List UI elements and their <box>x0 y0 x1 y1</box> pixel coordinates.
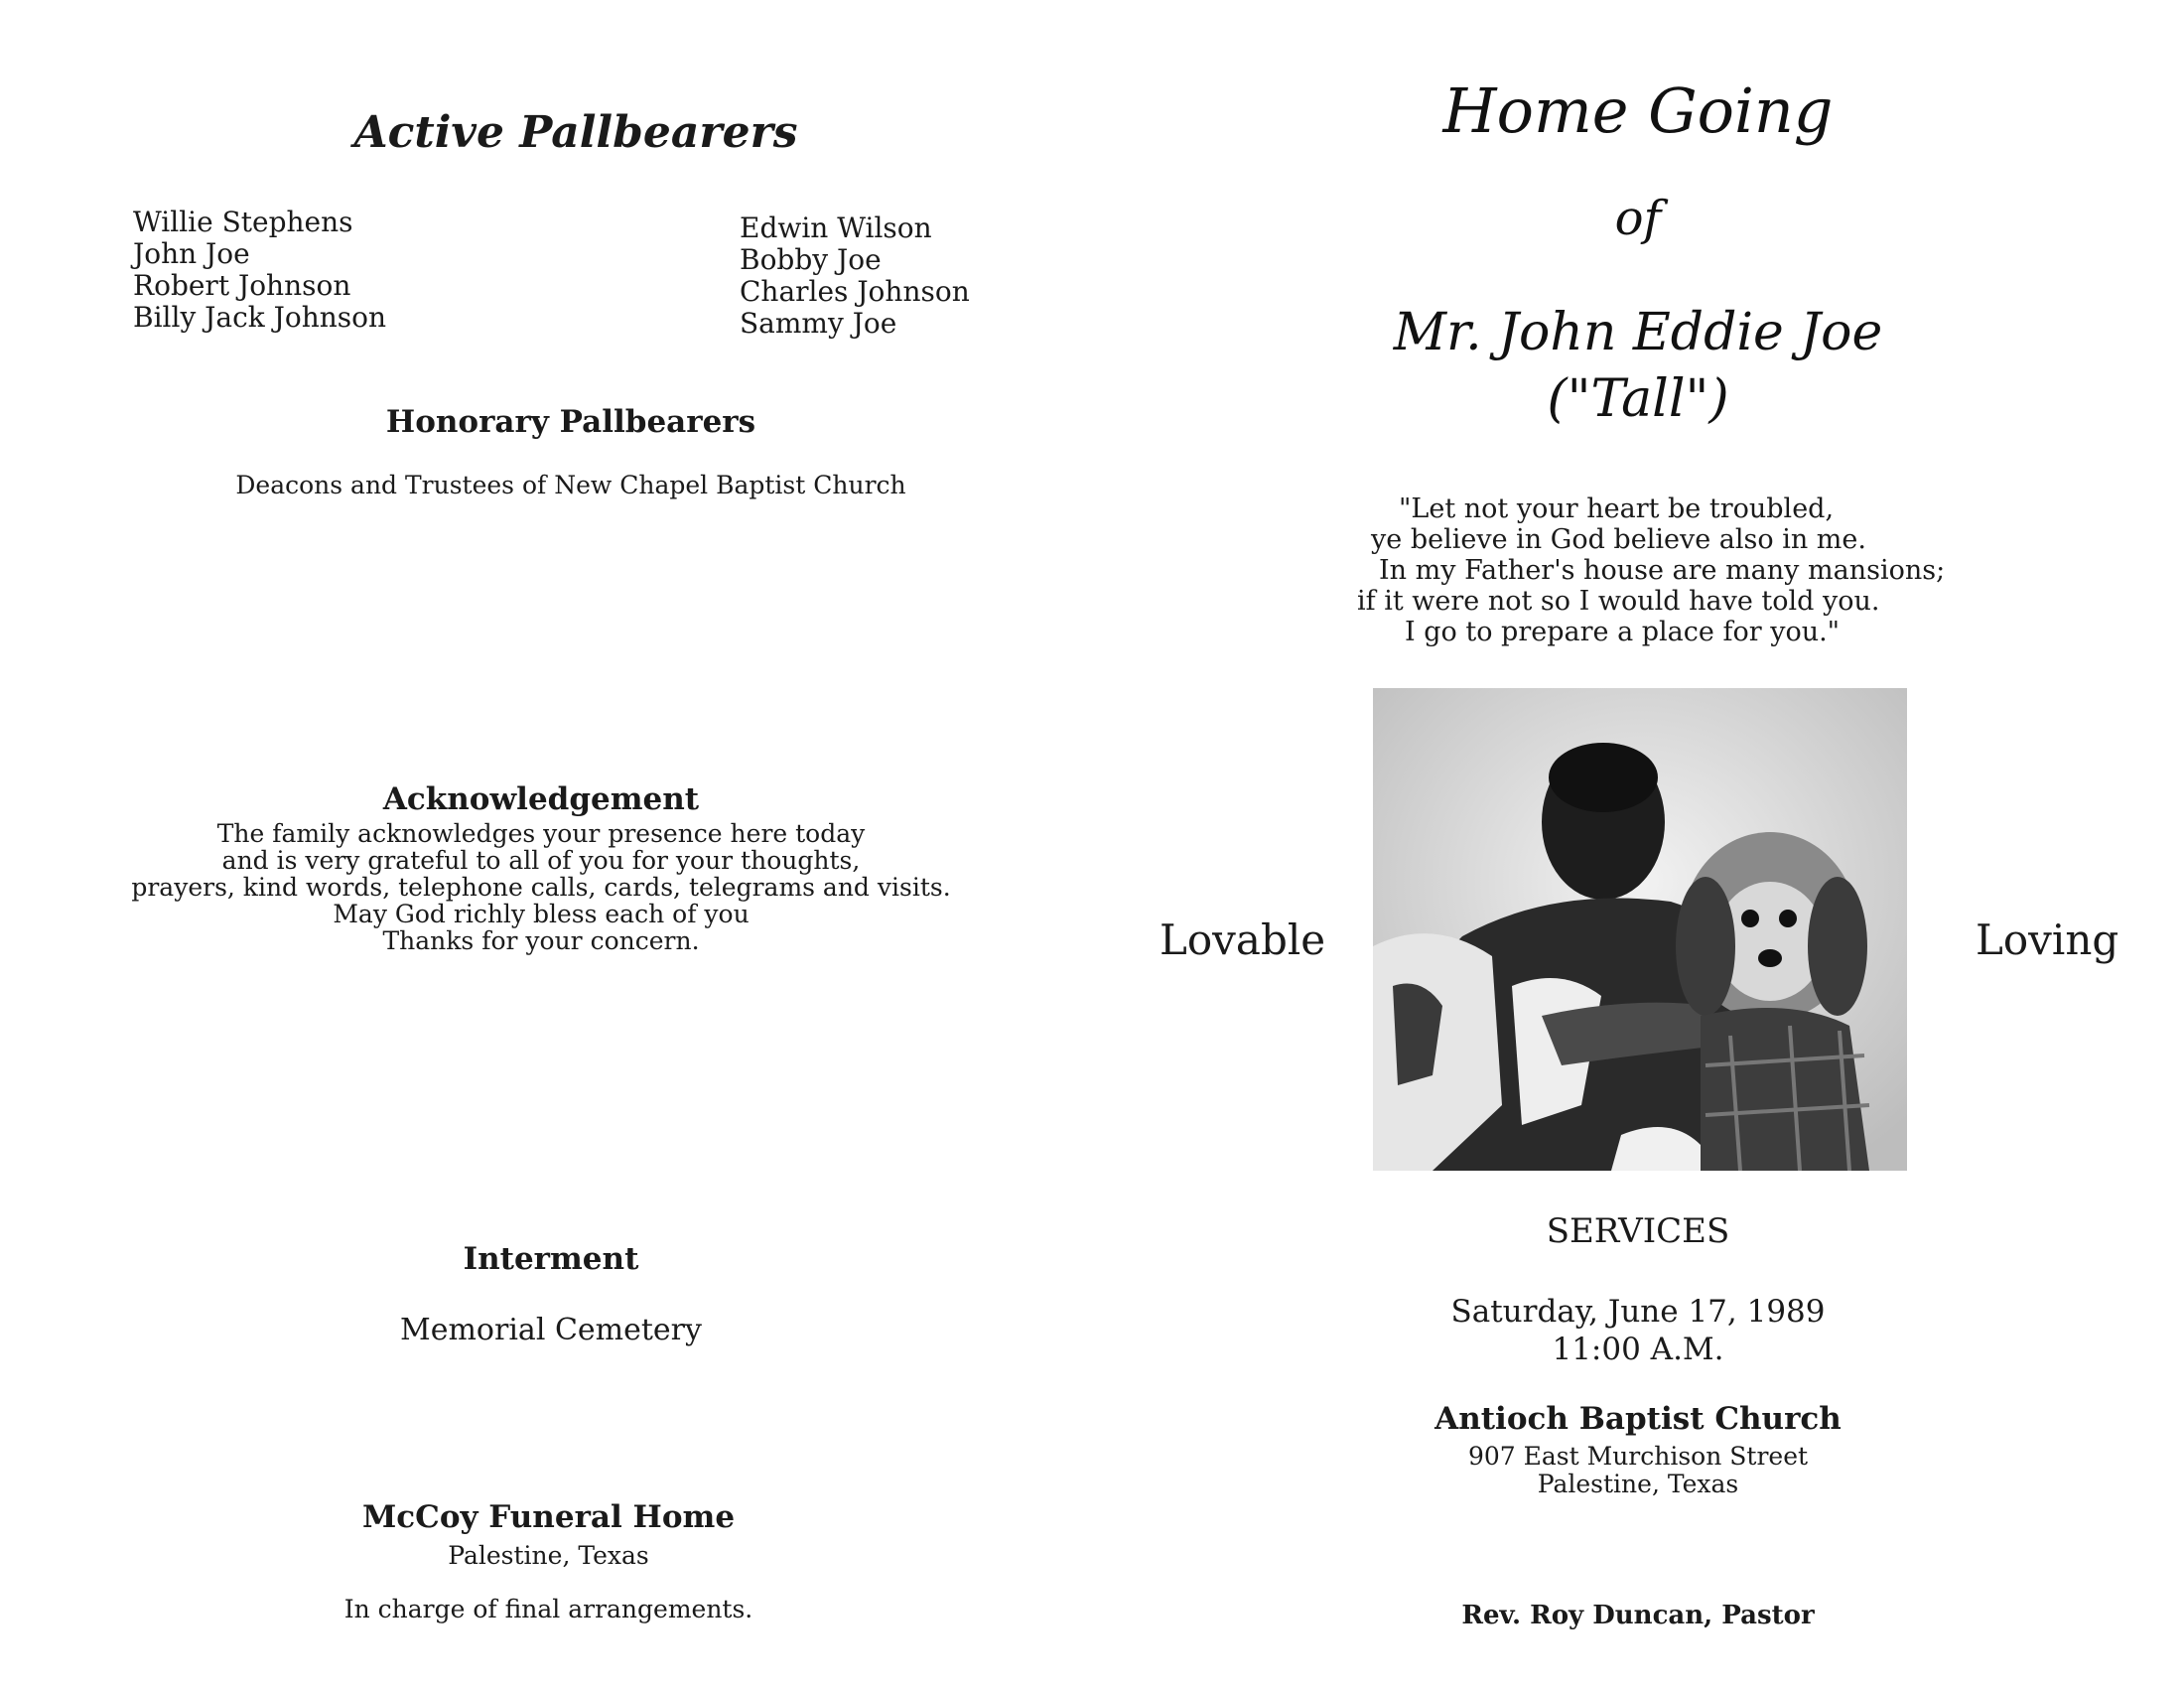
acknowledgement-line: May God richly bless each of you <box>333 900 750 928</box>
service-date: Saturday, June 17, 1989 <box>1450 1294 1826 1330</box>
acknowledgement-line: prayers, kind words, telephone calls, cards, telegrams and visits. <box>131 873 951 902</box>
memorial-photo <box>1373 688 1907 1171</box>
acknowledgement-line: Thanks for your concern. <box>382 926 700 955</box>
service-time: 11:00 A.M. <box>1552 1332 1724 1367</box>
title-of: of <box>1614 191 1662 246</box>
title-home-going: Home Going <box>1442 74 1834 147</box>
pallbearer-name: Billy Jack Johnson <box>133 301 387 334</box>
church-city: Palestine, Texas <box>1537 1470 1739 1498</box>
church-name: Antioch Baptist Church <box>1434 1401 1842 1437</box>
side-word-left: Lovable <box>1160 915 1326 964</box>
deceased-nickname: ("Tall") <box>1547 369 1729 429</box>
funeral-home-name: McCoy Funeral Home <box>361 1499 736 1535</box>
pallbearer-name: Willie Stephens <box>133 206 353 238</box>
verse-line: if it were not so I would have told you. <box>1357 586 1880 617</box>
interment-heading: Interment <box>463 1241 639 1277</box>
honorary-pallbearers-heading: Honorary Pallbearers <box>385 404 756 440</box>
photo-man-with-dog-image <box>1373 688 1907 1171</box>
pallbearer-name: Robert Johnson <box>133 269 351 302</box>
pallbearer-name: Charles Johnson <box>740 275 970 308</box>
verse-line: I go to prepare a place for you." <box>1405 617 1841 647</box>
acknowledgement-heading: Acknowledgement <box>382 781 700 817</box>
active-pallbearers-heading: Active Pallbearers <box>353 107 798 158</box>
funeral-home-city: Palestine, Texas <box>448 1541 649 1570</box>
pallbearer-name: John Joe <box>133 237 250 270</box>
acknowledgement-line: The family acknowledges your presence here today <box>216 819 866 848</box>
services-label: SERVICES <box>1546 1211 1730 1251</box>
interment-place: Memorial Cemetery <box>400 1313 702 1347</box>
scripture-verse <box>1357 493 1945 647</box>
deceased-name: Mr. John Eddie Joe <box>1393 303 1883 362</box>
pallbearer-name: Bobby Joe <box>740 243 882 276</box>
active-pallbearers-column-1 <box>133 207 386 334</box>
side-word-right: Loving <box>1976 915 2119 964</box>
verse-line: In my Father's house are many mansions; <box>1379 555 1946 586</box>
verse-line: ye believe in God believe also in me. <box>1371 524 1866 555</box>
pallbearer-name: Sammy Joe <box>740 307 897 340</box>
funeral-home-note: In charge of final arrangements. <box>343 1595 753 1623</box>
acknowledgement-line: and is very grateful to all of you for your thoughts, <box>221 846 861 875</box>
active-pallbearers-column-2 <box>740 212 970 340</box>
verse-line: "Let not your heart be troubled, <box>1399 493 1835 524</box>
pastor-name: Rev. Roy Duncan, Pastor <box>1461 1601 1815 1630</box>
church-street: 907 East Murchison Street <box>1467 1442 1809 1471</box>
acknowledgement-text <box>0 820 1082 954</box>
honorary-pallbearers-text: Deacons and Trustees of New Chapel Baptist Church <box>235 471 906 499</box>
pallbearer-name: Edwin Wilson <box>740 211 932 244</box>
